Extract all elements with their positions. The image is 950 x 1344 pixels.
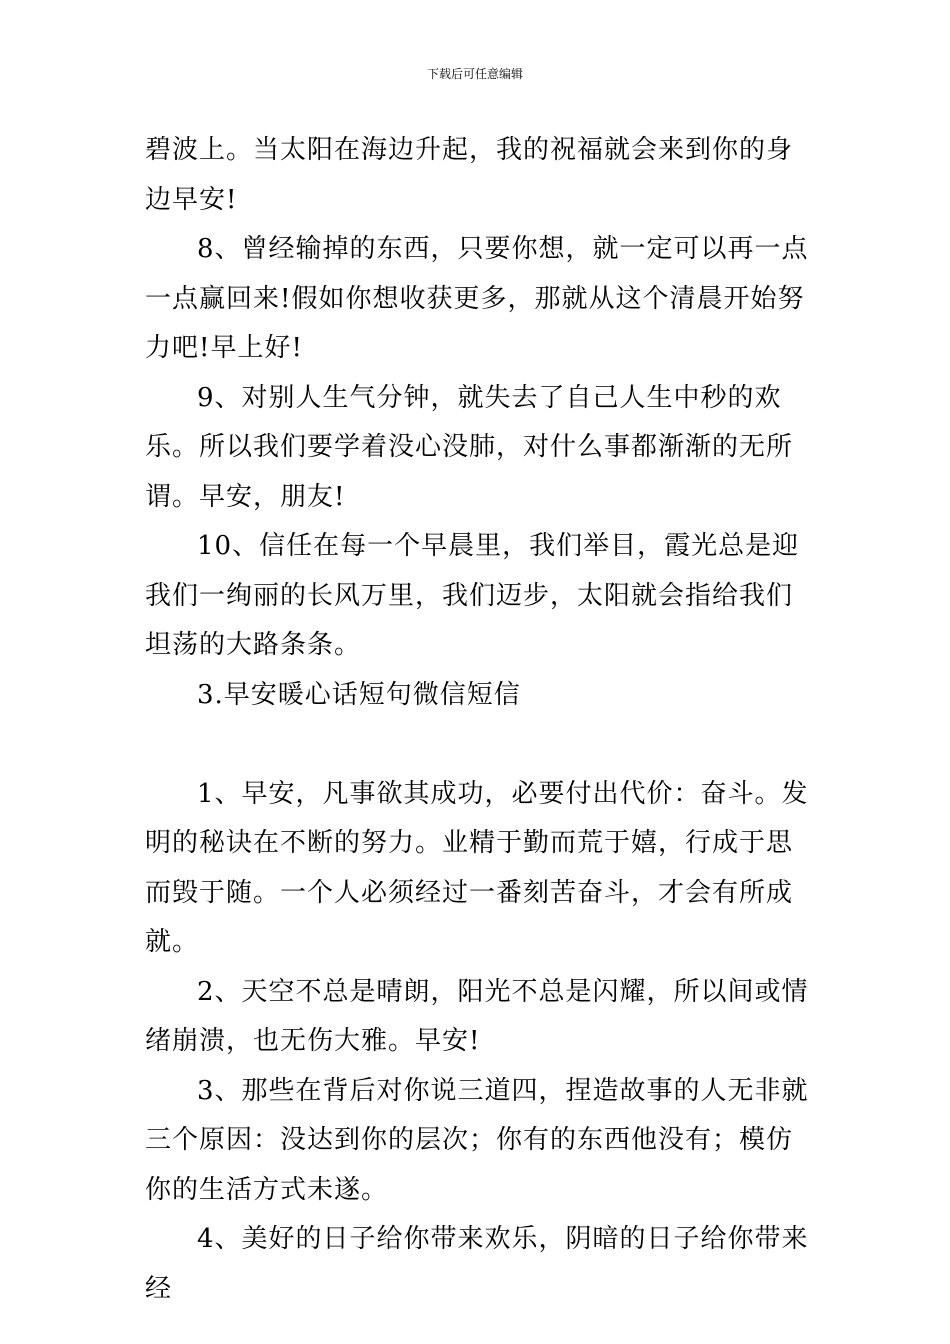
document-body xyxy=(145,126,815,1314)
paragraph-continuation: 碧波上。当太阳在海边升起，我的祝福就会来到你的身边早安! xyxy=(145,135,794,215)
paragraph-item-9: 9、对别人生气分钟，就失去了自己人生中秒的欢乐。所以我们要学着没心没肺，对什么事都渐渐的无所谓。早安，朋友! xyxy=(145,382,794,512)
blank-line xyxy=(145,720,815,770)
page-header-note: 下载后可任意编辑 xyxy=(426,67,523,81)
paragraph-item-2: 2、天空不总是晴朗，阳光不总是闪耀，所以间或情绪崩溃，也无伤大雅。早安! xyxy=(145,976,809,1056)
section-heading: 3.早安暖心话短句微信短信 xyxy=(197,679,521,710)
paragraph-item-8: 8、曾经输掉的东西，只要你想，就一定可以再一点一点赢回来!假如你想收获更多，那就从这个清晨开始努力吧!早上好! xyxy=(145,234,809,363)
paragraph-item-3: 3、那些在背后对你说三道四，捏造故事的人无非就三个原因：没达到你的层次；你有的东西他没有；模仿你的生活方式未遂。 xyxy=(145,1075,809,1205)
paragraph-item-4: 4、美好的日子给你带来欢乐，阴暗的日子给你带来经 xyxy=(145,1224,809,1304)
paragraph-item-1: 1、早安，凡事欲其成功，必要付出代价：奋斗。发明的秘诀在不断的努力。业精于勤而荒于嬉，行成于思而毁于随。一个人必须经过一番刻苦奋斗，才会有所成就。 xyxy=(145,778,809,957)
paragraph-item-10: 10、信任在每一个早晨里，我们举目，霞光总是迎我们一绚丽的长风万里，我们迈步，太阳就会指给我们坦荡的大路条条。 xyxy=(145,531,800,660)
